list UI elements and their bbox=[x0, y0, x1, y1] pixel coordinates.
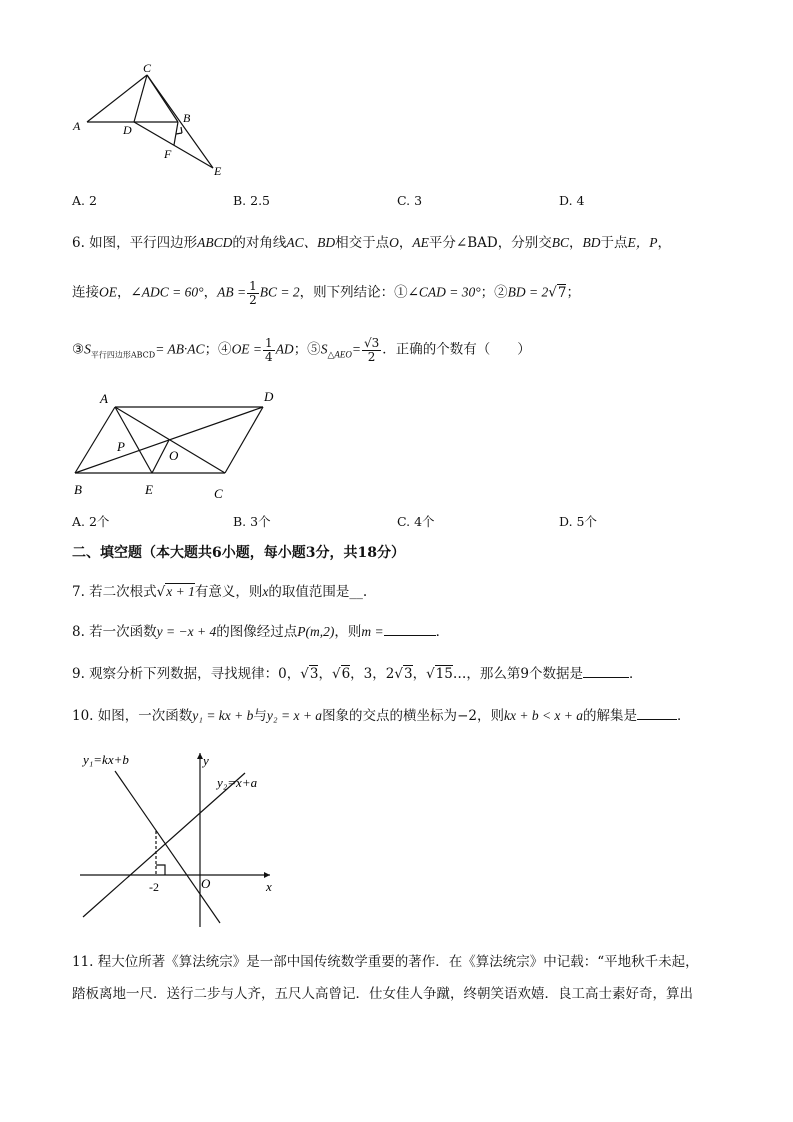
fig10-label-y1: y₁=kx+b bbox=[83, 752, 129, 767]
q6-option-a: A. 2个 bbox=[72, 514, 110, 529]
q6-figure bbox=[65, 385, 295, 507]
fig6-label-e: E bbox=[145, 482, 153, 497]
fig10-label-y: y bbox=[203, 753, 209, 768]
fig6-label-o: O bbox=[169, 448, 179, 463]
q5-figure bbox=[65, 58, 240, 183]
fig10-label-x: x bbox=[266, 879, 272, 894]
q5-option-c: C. 3 bbox=[397, 193, 423, 208]
q8: 8. 若一次函数y = −x + 4的图像经过点P(m,2)，则m = ． bbox=[72, 624, 450, 640]
fig5-label-c: C bbox=[143, 61, 152, 75]
fig6-label-b: B bbox=[74, 482, 82, 497]
q6-line3: $③S_{平行四边形ABCD}= AB\cdot AC$；④OE = $\frac{1}{4}$ AD；$⑤S_{\triangle AEO}=$ $\frac{√3}{2}$ ．正确的个数有（ ） bbox=[72, 336, 531, 364]
fig5-label-a: A bbox=[73, 119, 81, 133]
q9: 9. 观察分析下列数据，寻找规律：0，√3，√6，3，2√3，√15…，那么第9个数据是 ． bbox=[72, 666, 643, 682]
fig10-label-y2: y₂=x+a bbox=[217, 775, 258, 790]
q11-line1: 11. 程大位所著《算法统宗》是一部中国传统数学重要的著作．在《算法统宗》中记载：“平地秋千未起， bbox=[72, 954, 699, 970]
q5-option-b: B. 2.5 bbox=[233, 193, 271, 208]
q9-answer-blank[interactable] bbox=[583, 677, 629, 678]
fig5-label-e: E bbox=[214, 164, 222, 178]
half-fraction: $\frac{1}{2}$ bbox=[249, 279, 257, 307]
quarter-fraction: $\frac{1}{4}$ bbox=[265, 336, 273, 364]
q5-option-d: D. 4 bbox=[559, 193, 585, 208]
q10: 10. 如图，一次函数y₁ = kx + b与y₂ = x + a图象的交点的横坐标为−2，则kx + b < x + a的解集是 ． bbox=[72, 708, 691, 724]
q10-answer-blank[interactable] bbox=[637, 719, 677, 720]
q10-figure bbox=[75, 745, 285, 935]
q6-option-c: C. 4个 bbox=[397, 514, 435, 529]
fig6-label-d: D bbox=[264, 389, 274, 404]
section-title: 二、填空题（本大题共6小题，每小题3分，共18分） bbox=[72, 545, 405, 561]
fig5-label-f: F bbox=[164, 147, 172, 161]
fig6-label-p: P bbox=[117, 439, 125, 454]
q8-answer-blank[interactable] bbox=[384, 635, 436, 636]
q5-option-a: A. 2 bbox=[72, 193, 97, 208]
fig10-label-o: O bbox=[201, 876, 211, 891]
fig5-label-b: B bbox=[183, 111, 191, 125]
fig10-label-neg2: -2 bbox=[149, 880, 159, 894]
root3-fraction: $\frac{√3}{2}$ bbox=[363, 336, 380, 364]
q7: 7. 若二次根式√x + 1有意义，则x的取值范围是__. bbox=[72, 584, 368, 600]
q6-option-d: D. 5个 bbox=[559, 514, 597, 529]
q6-line2: 连接OE，∠ADC = 60°，AB = $\frac{1}{2}$ BC = 2，则下列结论：①∠CAD = 30°；②BD = 2√7； bbox=[72, 279, 580, 307]
q11-line2: 踏板离地一尺．送行二步与人齐，五尺人高曾记．仕女佳人争蹴，终朝笑语欢嬉．良工高士素好奇，算出 bbox=[72, 986, 693, 1002]
fig5-label-d: D bbox=[123, 123, 132, 137]
q6-line1: 6. 如图，平行四边形ABCD的对角线AC、BD相交于点O，AE平分∠BAD，分别交BC，BD于点E，P， bbox=[72, 235, 671, 251]
q6-option-b: B. 3个 bbox=[233, 514, 271, 529]
fig6-label-a: A bbox=[100, 391, 108, 406]
fig6-label-c: C bbox=[214, 486, 223, 501]
